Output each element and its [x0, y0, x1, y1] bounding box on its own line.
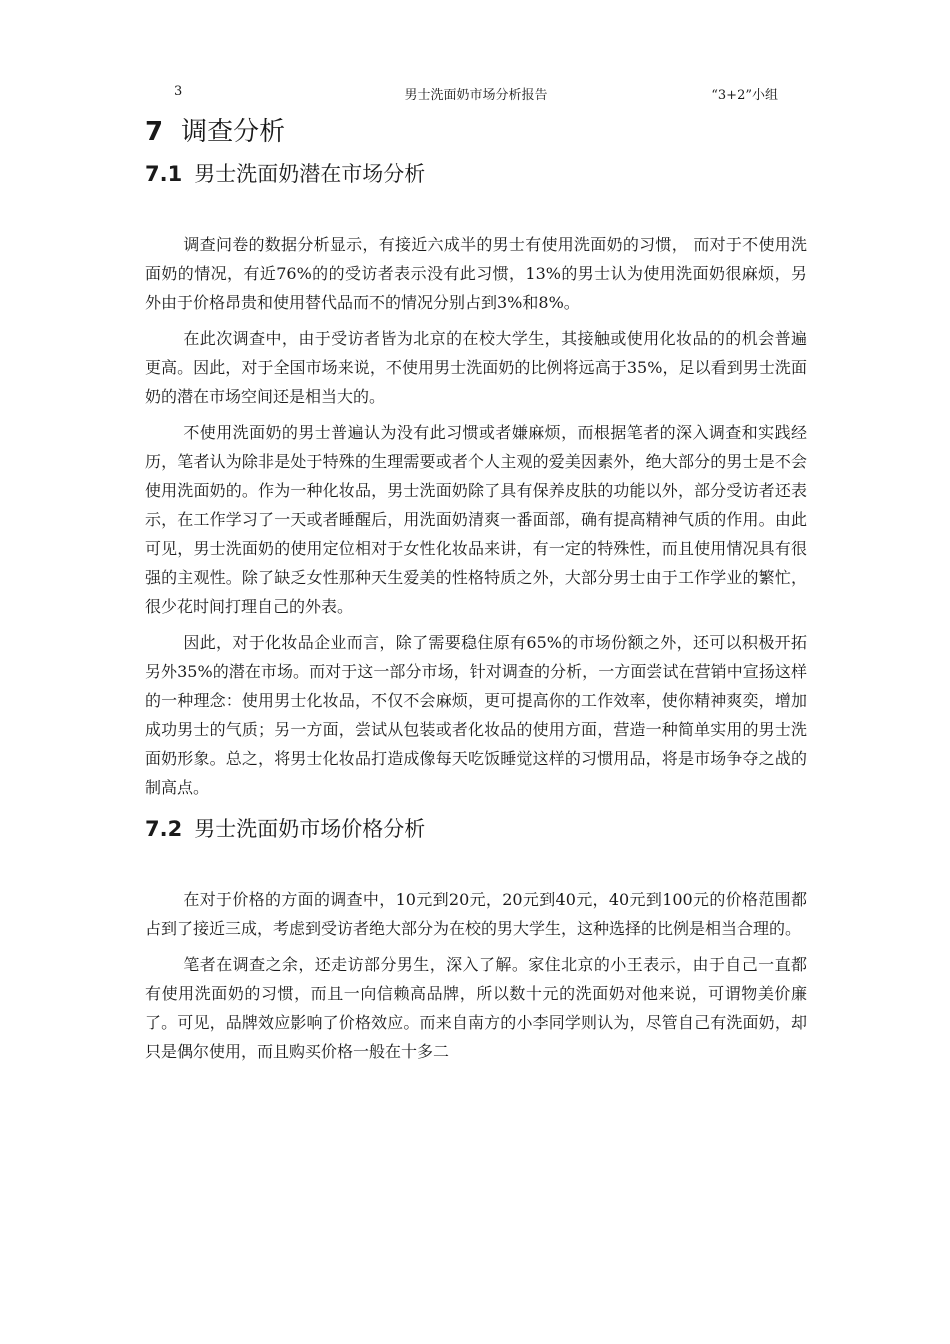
document-body	[145, 110, 807, 1073]
section-title: 男士洗面奶市场价格分析	[194, 817, 426, 841]
chapter-title: 调查分析	[181, 117, 286, 147]
header-page-number: 3	[174, 84, 183, 99]
paragraph: 调查问卷的数据分析显示，有接近六成半的男士有使用洗面奶的习惯， 而对于不使用洗面奶的情况，有近76%的的受访者表示没有此习惯，13%的男士认为使用洗面奶很麻烦，另外由于价格昂贵和使用替代品而不的情况分别占到3%和8%。	[145, 235, 807, 312]
section-title: 男士洗面奶潜在市场分析	[194, 162, 426, 186]
chapter-number: 7	[145, 117, 164, 147]
paragraph: 不使用洗面奶的男士普遍认为没有此习惯或者嫌麻烦，而根据笔者的深入调查和实践经历，笔者认为除非是处于特殊的生理需要或者个人主观的爱美因素外，绝大部分的男士是不会使用洗面奶的。作为一种化妆品，男士洗面奶除了具有保养皮肤的功能以外，部分受访者还表示，在工作学习了一天或者睡醒后，用洗面奶清爽一番面部，确有提高精神气质的作用。由此可见，男士洗面奶的使用定位相对于女性化妆品来讲，有一定的特殊性，而且使用情况具有很强的主观性。除了缺乏女性那种天生爱美的性格特质之外，大部分男士由于工作学业的繁忙，很少花时间打理自己的外表。	[145, 423, 807, 616]
paragraph: 笔者在调查之余，还走访部分男生，深入了解。家住北京的小王表示，由于自己一直都有使用洗面奶的习惯，而且一向信赖高品牌，所以数十元的洗面奶对他来说，可谓物美价廉了。可见，品牌效应影响了价格效应。而来自南方的小李同学则认为，尽管自己有洗面奶，却只是偶尔使用，而且购买价格一般在十多二	[145, 955, 807, 1061]
section-heading-7-2	[145, 809, 807, 849]
header-group-name: “3+2”小组	[711, 88, 778, 103]
chapter-heading	[145, 110, 807, 154]
page-header	[174, 84, 778, 104]
section-body-7-2	[145, 885, 807, 1066]
section-number: 7.2	[145, 817, 183, 841]
section-body-7-1	[145, 230, 807, 802]
section-number: 7.1	[145, 162, 183, 186]
paragraph: 在此次调查中，由于受访者皆为北京的在校大学生，其接触或使用化妆品的的机会普遍更高。因此，对于全国市场来说，不使用男士洗面奶的比例将远高于35%，足以看到男士洗面奶的潜在市场空间还是相当大的。	[145, 329, 807, 406]
section-heading-7-1	[145, 154, 807, 194]
paragraph: 在对于价格的方面的调查中，10元到20元，20元到40元，40元到100元的价格范围都占到了接近三成，考虑到受访者绝大部分为在校的男大学生，这种选择的比例是相当合理的。	[145, 890, 807, 938]
header-doc-title: 男士洗面奶市场分析报告	[404, 88, 548, 103]
paragraph: 因此，对于化妆品企业而言，除了需要稳住原有65%的市场份额之外，还可以积极开拓另外35%的潜在市场。而对于这一部分市场，针对调查的分析，一方面尝试在营销中宣扬这样的一种理念：使用男士化妆品，不仅不会麻烦，更可提高你的工作效率，使你精神爽奕，增加成功男士的气质；另一方面，尝试从包装或者化妆品的使用方面，营造一种简单实用的男士洗面奶形象。总之，将男士化妆品打造成像每天吃饭睡觉这样的习惯用品，将是市场争夺之战的制高点。	[145, 633, 807, 797]
